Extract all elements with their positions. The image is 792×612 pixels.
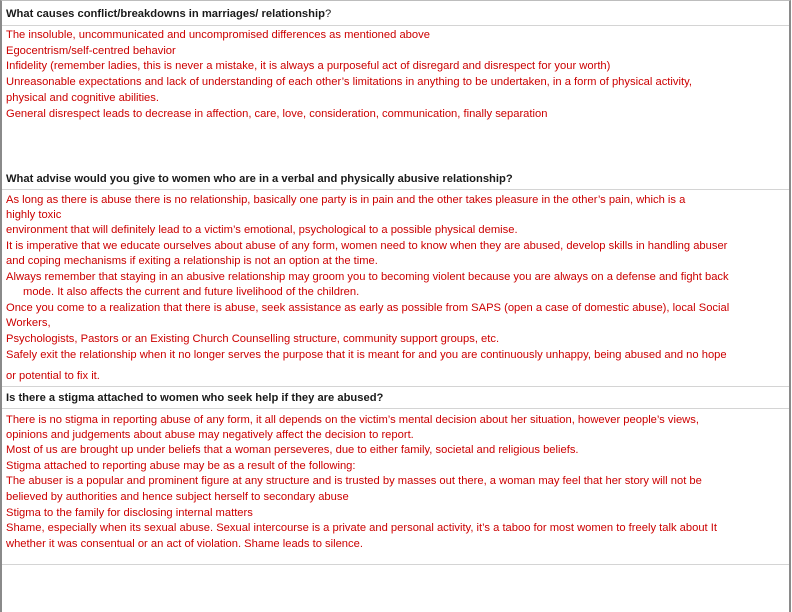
row-divider [2,564,789,565]
row-divider [2,386,789,387]
answer-line: It is imperative that we educate ourselves about abuse of any form, women need to know when they are abused, develop skills in handling abuser [6,240,728,252]
answer-line: There is no stigma in reporting abuse of any form, it all depends on the victim’s mental decision about her situation, however people’s views, [6,414,699,426]
answer-line: highly toxic [6,209,62,221]
answer-line: opinions and judgements about abuse may negatively affect the decision to report. [6,429,414,441]
answer-line: Infidelity (remember ladies, this is never a mistake, it is always a purposeful act of disregard and disrespect for your worth) [6,60,611,72]
answer-line: whether it was consentual or an act of violation. Shame leads to silence. [6,538,363,550]
answer-line: Unreasonable expectations and lack of understanding of each other’s limitations in anything to be undertaken, in a form of physical activity, [6,76,692,88]
answer-line: Safely exit the relationship when it no longer serves the purpose that it is meant for and you are continuously unhappy, being abused and no hope [6,349,727,361]
answer-line: Always remember that staying in an abusive relationship may groom you to becoming violent because you are always on a defense and fight back [6,271,729,283]
answer-line: Shame, especially when its sexual abuse. Sexual intercourse is a private and personal activity, it’s a taboo for most women to freely talk about It [6,522,717,534]
row-divider [2,189,789,190]
question-abuse-advice: What advise would you give to women who are in a verbal and physically abusive relationship? [6,173,513,185]
answer-line: Stigma attached to reporting abuse may be as a result of the following: [6,460,356,472]
question-text: What causes conflict/breakdowns in marriages/ relationship [6,8,325,20]
answer-line: As long as there is abuse there is no relationship, basically one party is in pain and the other takes pleasure in the other’s pain, which is a [6,194,686,206]
answer-line: Stigma to the family for disclosing internal matters [6,507,253,519]
answer-line: mode. It also affects the current and future livelihood of the children. [23,286,360,298]
answer-line: and coping mechanisms if exiting a relationship is not an option at the time. [6,255,378,267]
answer-line: The insoluble, uncommunicated and uncompromised differences as mentioned above [6,29,430,41]
answer-line: General disrespect leads to decrease in affection, care, love, consideration, communication, finally separation [6,108,548,120]
answer-line: Egocentrism/self-centred behavior [6,45,176,57]
answer-line: environment that will definitely lead to a victim’s emotional, psychological to a possible physical demise. [6,224,518,236]
answer-line: The abuser is a popular and prominent figure at any structure and is trusted by masses out there, a woman may feel that her story will not be [6,475,702,487]
answer-line: Psychologists, Pastors or an Existing Church Counselling structure, community support groups, etc. [6,333,500,345]
answer-line: Workers, [6,317,51,329]
answer-line: Once you come to a realization that there is abuse, seek assistance as early as possible from SAPS (open a case of domestic abuse), local Social [6,302,730,314]
row-divider [2,408,789,409]
answer-line: physical and cognitive abilities. [6,92,159,104]
question-stigma: Is there a stigma attached to women who seek help if they are abused? [6,392,384,404]
row-divider [2,25,789,26]
question-conflict-causes [6,6,331,22]
answer-line: Most of us are brought up under beliefs that a woman perseveres, due to either family, societal and religious beliefs. [6,444,579,456]
answer-line: or potential to fix it. [6,370,100,382]
question-mark: ? [324,8,332,20]
answer-line: believed by authorities and hence subject herself to secondary abuse [6,491,349,503]
